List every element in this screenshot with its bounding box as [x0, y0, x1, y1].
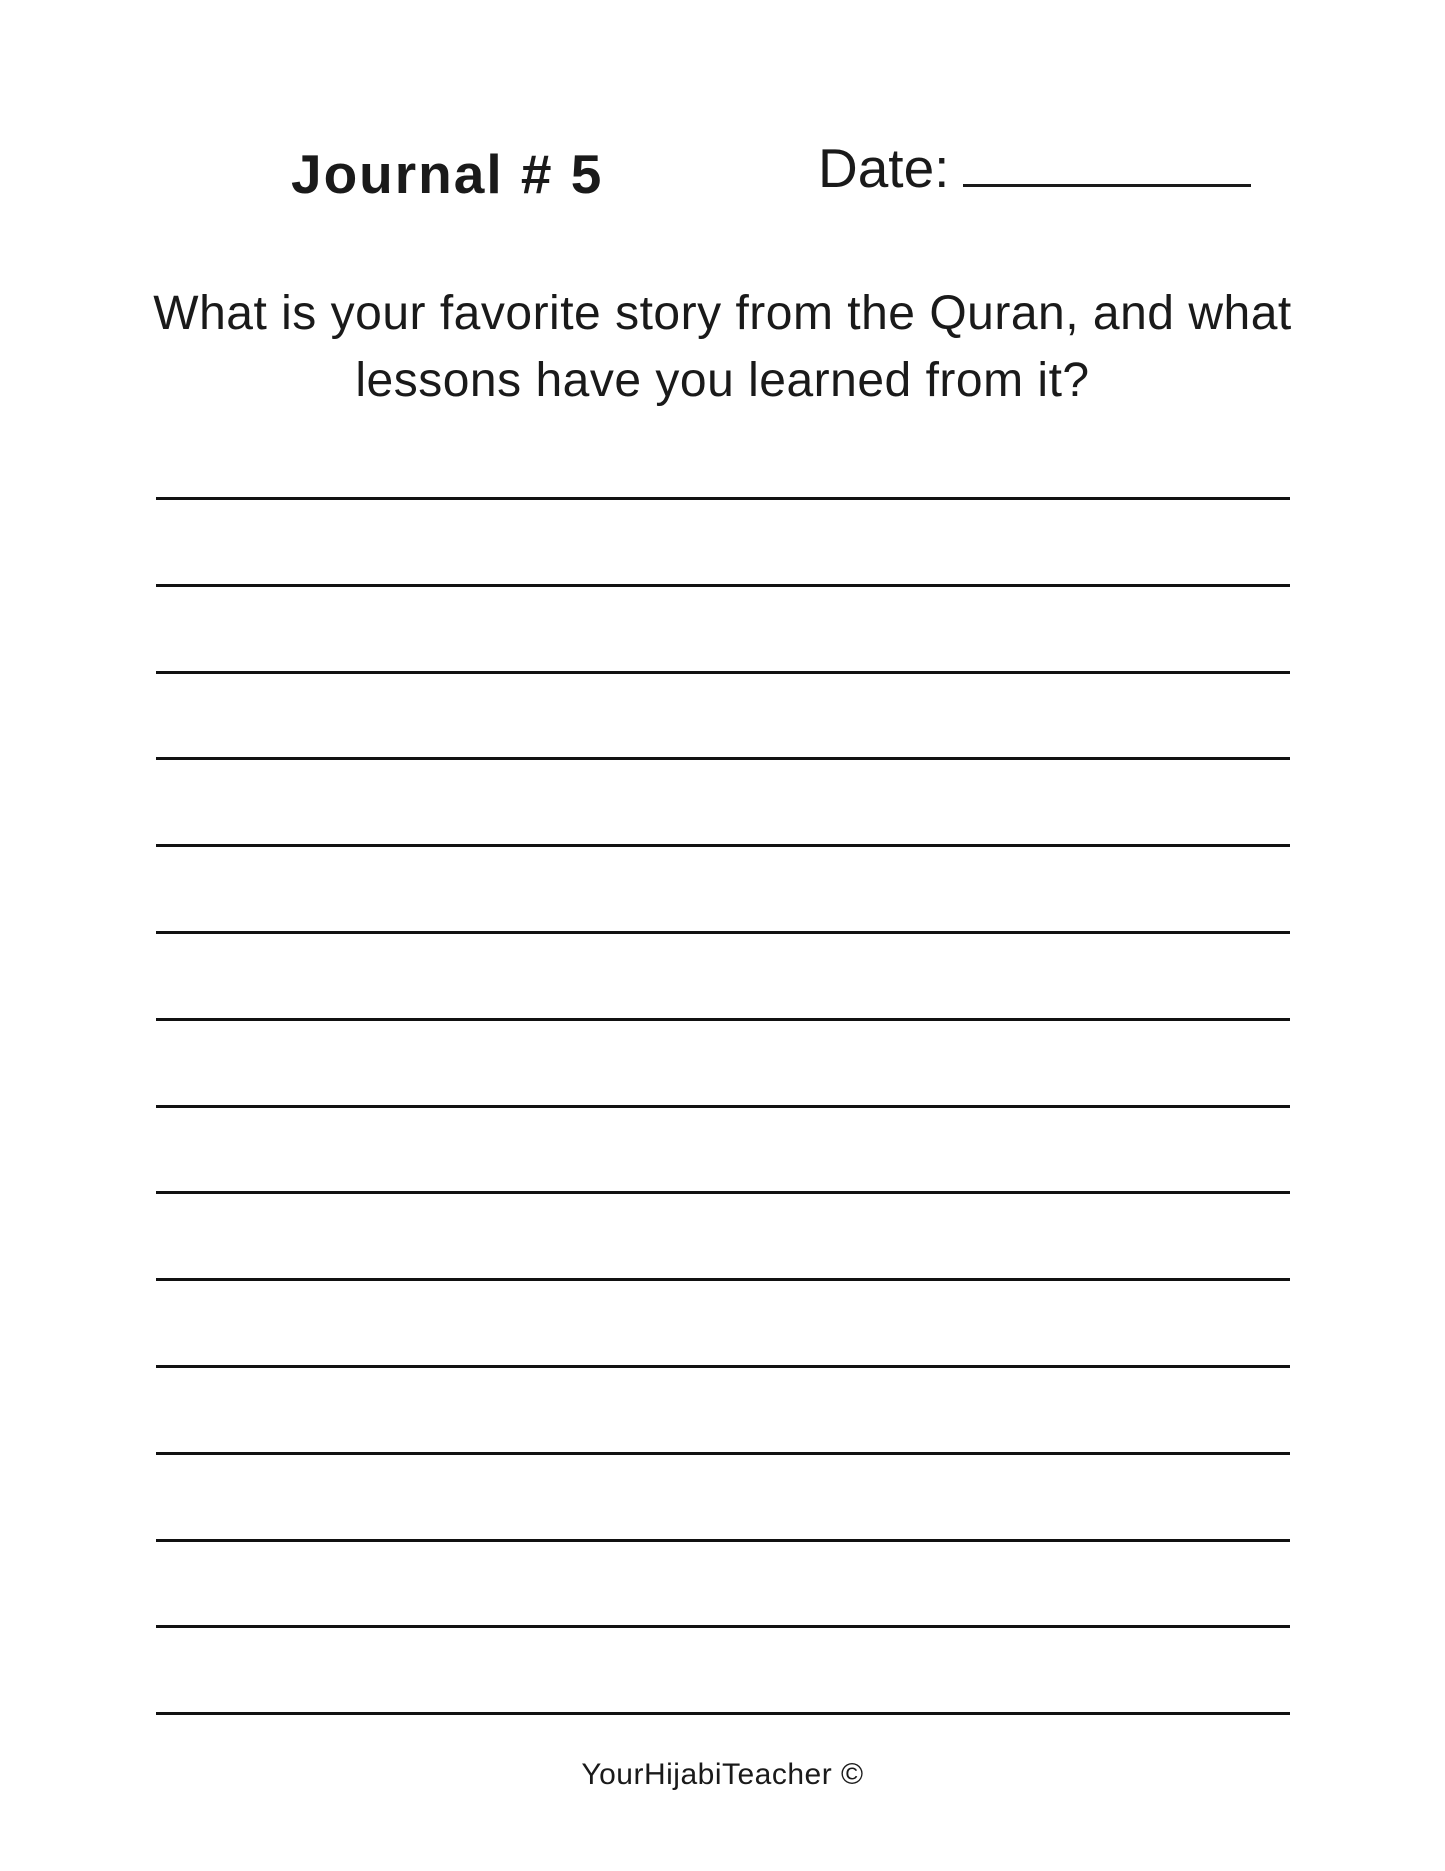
footer-credit: YourHijabiTeacher ©: [581, 1758, 864, 1791]
writing-line: [156, 1105, 1290, 1108]
journal-prompt-line-1: What is your favorite story from the Quran, and what: [153, 287, 1292, 340]
page-title: Journal # 5: [291, 143, 604, 205]
writing-line: [156, 757, 1290, 760]
writing-line: [156, 1539, 1290, 1542]
writing-line: [156, 497, 1290, 500]
date-field: [818, 137, 1251, 199]
journal-prompt-line-2: lessons have you learned from it?: [355, 354, 1090, 407]
writing-line: [156, 1625, 1290, 1628]
writing-line: [156, 584, 1290, 587]
journal-prompt: [0, 280, 1445, 414]
writing-line: [156, 1365, 1290, 1368]
writing-line: [156, 1712, 1290, 1715]
writing-line: [156, 1191, 1290, 1194]
date-label: Date:: [818, 137, 950, 199]
writing-line: [156, 1018, 1290, 1021]
writing-line: [156, 1278, 1290, 1281]
writing-line: [156, 1452, 1290, 1455]
writing-line: [156, 844, 1290, 847]
date-blank-line: [963, 147, 1251, 187]
writing-line: [156, 931, 1290, 934]
writing-line: [156, 671, 1290, 674]
